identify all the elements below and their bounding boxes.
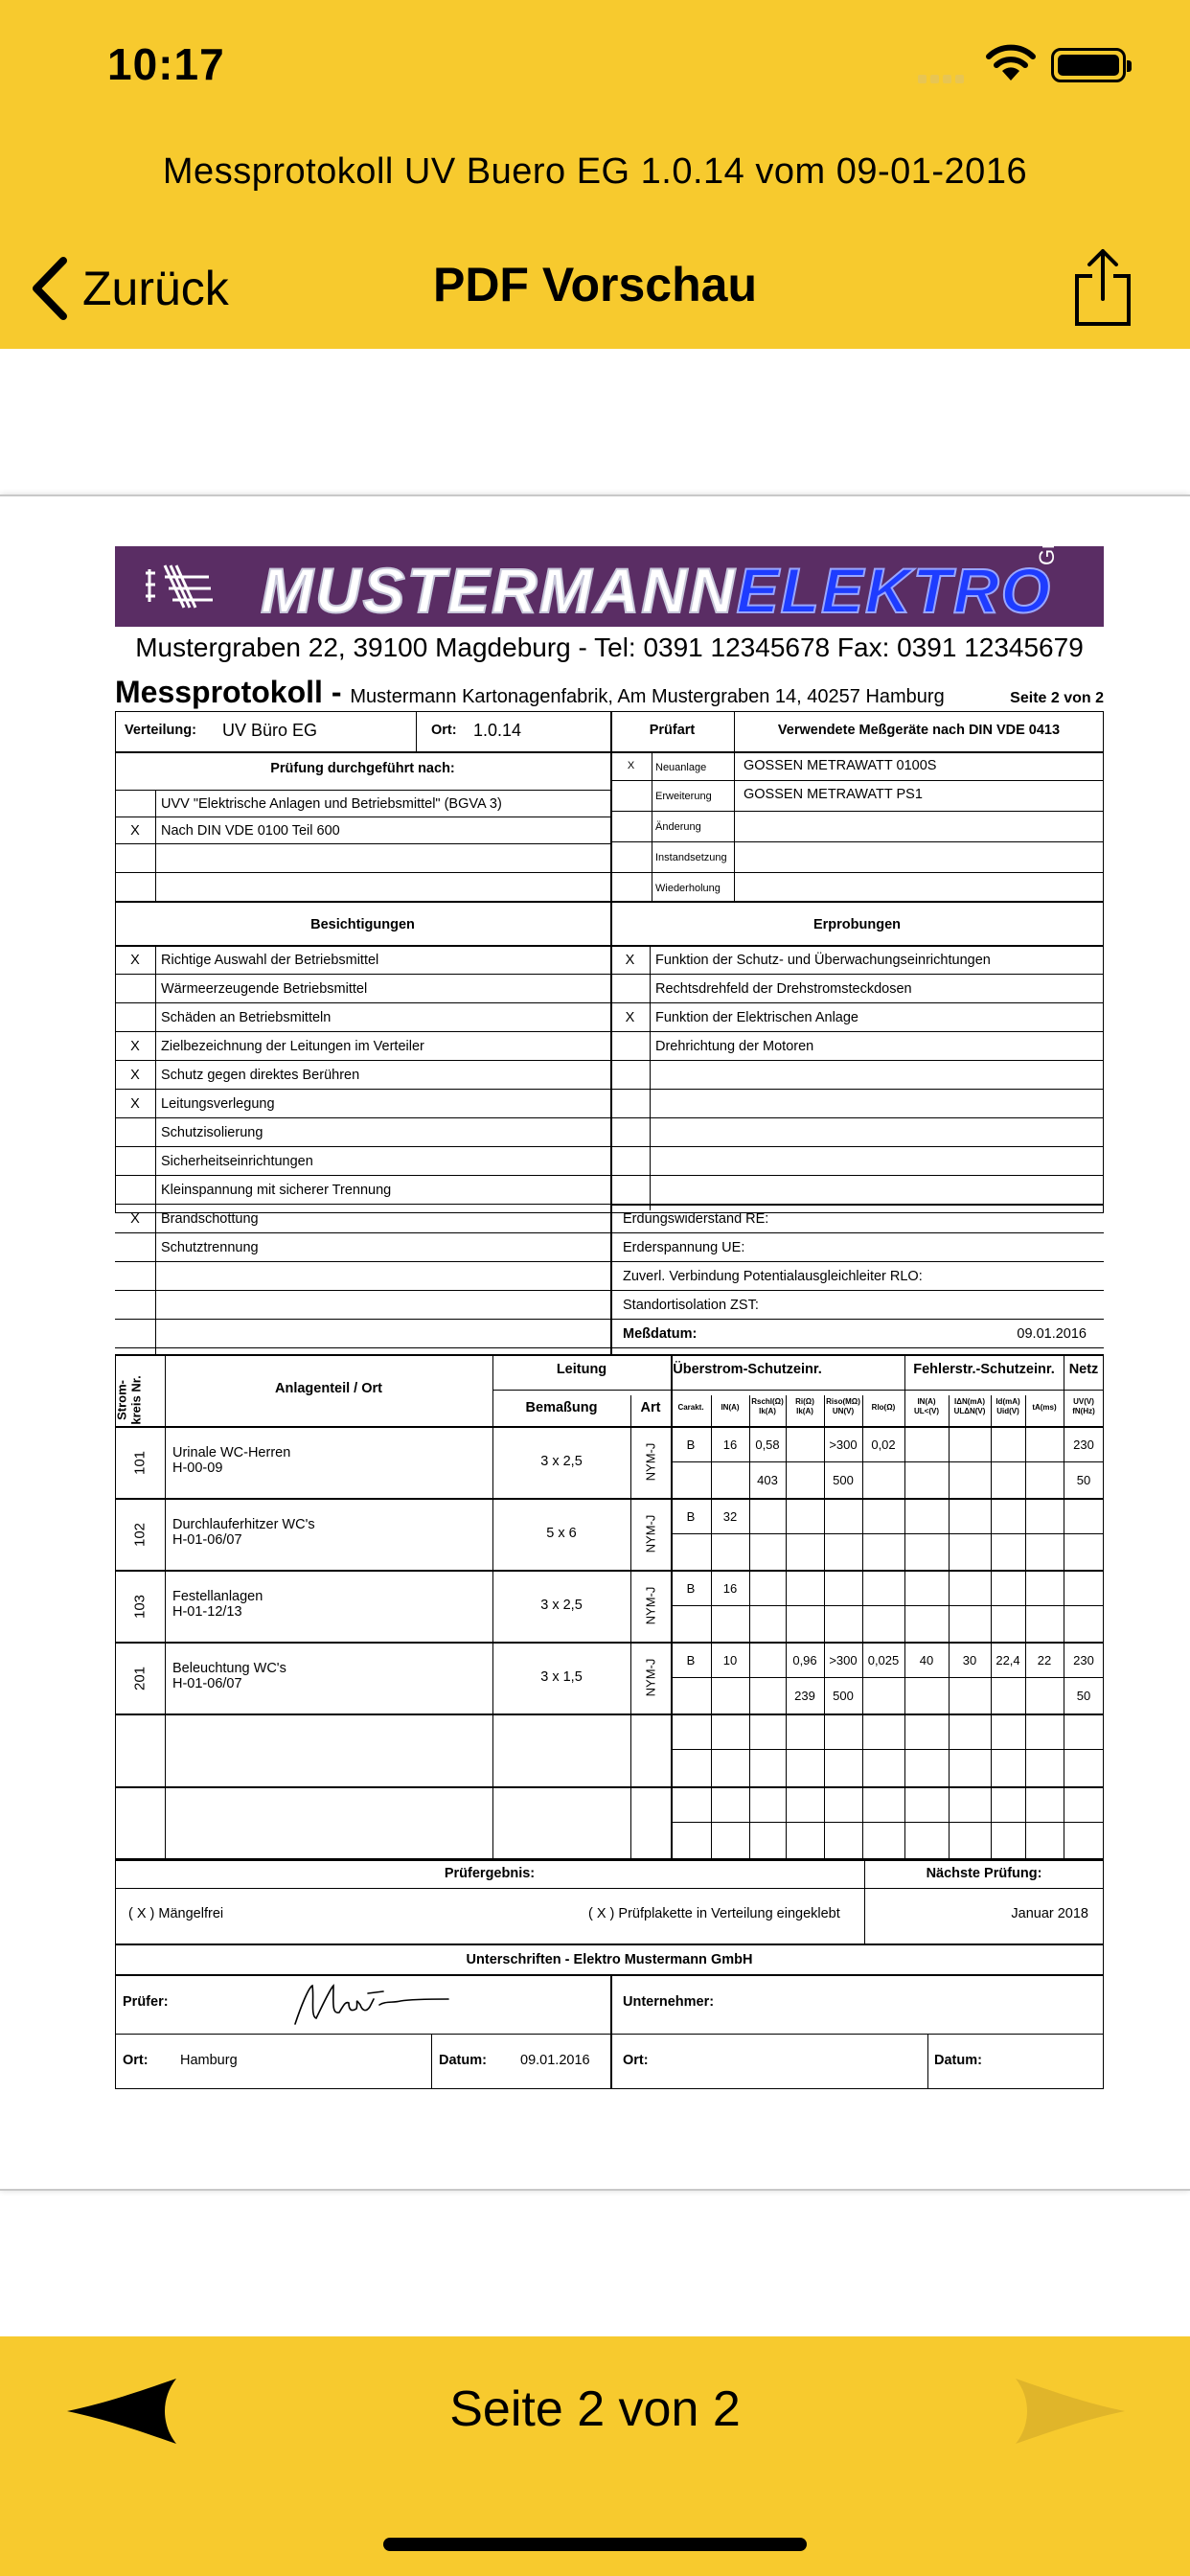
measure-value: 500 [833,1473,854,1487]
ergebnis-header: Prüfergebnis: [444,1866,536,1881]
rule-line [610,841,1104,842]
erprobungen-header: Erprobungen [812,917,902,932]
rule-line [610,1089,1104,1090]
measure-value: 500 [833,1689,854,1703]
rule-line [115,1060,610,1061]
ueberstrom-header: Überstrom-Schutzeinr. [673,1362,822,1377]
ergebnis-pruefplakette: ( X ) Prüfplakette in Verteilung eingeklebt [588,1906,840,1921]
besichtigung-mark: X [130,1039,140,1054]
art-header: Art [640,1400,661,1415]
company-logo-icon [142,560,218,618]
measure-subheader: Ik(A) [796,1407,813,1415]
measure-subheader: Ik(A) [759,1407,776,1415]
circuit-location: H-00-09 [172,1460,223,1476]
erprobung-item: Rechtsdrehfeld der Drehstromsteckdosen [655,981,912,997]
share-button[interactable] [1071,247,1134,333]
measure-value: 230 [1073,1653,1094,1668]
erdung-item: Erderspannung UE: [623,1240,745,1255]
pruefart-header: Prüfart [649,723,696,738]
form-bottom-frame [115,1859,1104,2089]
circuit-art: NYM-J [643,1442,658,1482]
protocol-page-label: Seite 2 von 2 [1010,690,1104,706]
erdung-item: Standortisolation ZST: [623,1298,759,1313]
rule-line [115,1232,610,1233]
pruefart-item: Wiederholung [655,883,721,894]
leitung-header: Leitung [556,1362,607,1377]
protocol-title-text: Messprotokoll - [115,675,342,709]
measure-value: B [686,1581,696,1596]
battery-icon [1051,48,1126,82]
pruefung-header: Prüfung durchgeführt nach: [270,761,455,776]
ort-value: 1.0.14 [473,721,522,740]
rule-line [115,945,1104,947]
back-label: Zurück [82,262,229,315]
pruefart-item: Instandsetzung [655,852,727,863]
measure-value: 32 [722,1509,738,1524]
rule-line [610,1031,1104,1032]
measure-value: 22 [1037,1653,1052,1668]
rule-line [115,751,1104,753]
rule-line [610,1319,1104,1320]
erprobung-item: Funktion der Elektrischen Anlage [655,1010,858,1025]
besichtigung-item: Leitungsverlegung [161,1096,275,1112]
measure-subheader: Id(mA) [995,1397,1020,1406]
besichtigung-item: Schutz gegen direktes Berühren [161,1068,360,1083]
sig-datum2-label: Datum: [934,2053,982,2068]
measure-subheader: Riso(MΩ) [826,1397,860,1406]
measure-subheader: UV(V) [1073,1397,1094,1406]
stromkreis-header-2: kreis Nr. [128,1375,144,1425]
circuit-location: H-01-12/13 [172,1604,242,1620]
pruefung-item: UVV "Elektrische Anlagen und Betriebsmittel" (BGVA 3) [161,796,502,812]
rule-line [115,1089,610,1090]
measure-value: 10 [722,1653,738,1668]
measure-value: 50 [1076,1689,1091,1703]
rule-line [610,1204,1104,1206]
rule-line [610,901,612,1354]
measure-value: 403 [757,1473,778,1487]
measure-value: 230 [1073,1438,1094,1452]
besichtigung-item: Zielbezeichnung der Leitungen im Verteiler [161,1039,424,1054]
rule-line [115,1002,610,1003]
measure-value: 239 [794,1689,815,1703]
home-indicator-area [0,2482,1190,2576]
company-address: Mustergraben 22, 39100 Magdeburg - Tel: 0391 12345678 Fax: 0391 12345679 [135,632,1084,662]
circuit-number: 103 [131,1594,149,1620]
protocol-title [115,675,945,710]
measure-subheader: Rlo(Ω) [871,1403,896,1412]
rule-line [115,790,610,791]
fehlerstrom-header: Fehlerstr.-Schutzeinr. [913,1362,1055,1377]
rule-line [610,1290,1104,1291]
rule-line [610,872,1104,873]
rule-line [610,1261,1104,1262]
besichtigung-item: Brandschottung [161,1211,259,1227]
rule-line [416,711,417,751]
erdung-item: Zuverl. Verbindung Potentialausgleichleiter RLO: [623,1269,923,1284]
rule-line [610,1002,1104,1003]
page-indicator: Seite 2 von 2 [449,2381,741,2437]
pruefung-item: Nach DIN VDE 0100 Teil 600 [161,823,340,839]
rule-line [115,1031,610,1032]
measure-subheader: IN(A) [721,1403,740,1412]
rule-line [610,974,1104,975]
measure-value: 40 [919,1653,934,1668]
protocol-subtitle: Mustermann Kartonagenfabrik, Am Mustergraben 14, 40257 Hamburg [350,686,945,707]
circuit-number: 101 [131,1450,149,1476]
rule-line [115,901,1104,903]
measure-subheader: Rschl(Ω) [751,1397,784,1406]
rule-line [610,1060,1104,1061]
pruefung-mark: X [130,823,140,839]
anlagenteil-header: Anlagenteil / Ort [275,1381,382,1396]
share-icon [1071,247,1134,328]
messgeraet: GOSSEN METRAWATT PS1 [744,787,923,802]
besichtigung-item: Richtige Auswahl der Betriebsmittel [161,953,379,968]
measure-subheader: Uid(V) [996,1407,1019,1415]
pruefer-label: Prüfer: [123,1994,169,2010]
measure-subheader: IN(A) [917,1397,936,1406]
besichtigung-item: Sicherheitseinrichtungen [161,1154,313,1169]
circuit-location: H-01-06/07 [172,1532,242,1548]
besichtigung-item: Wärmeerzeugende Betriebsmittel [161,981,368,997]
unterschriften-header: Unterschriften - Elektro Mustermann GmbH [466,1952,753,1967]
circuit-bemassung: 3 x 1,5 [540,1669,583,1685]
circuit-name: Beleuchtung WC's [172,1661,286,1676]
rule-line [115,1204,610,1205]
arrow-right-icon [1012,2375,1127,2448]
besichtigung-mark: X [130,1068,140,1083]
measure-value: 16 [722,1438,738,1452]
circuit-bemassung: 3 x 2,5 [540,1598,583,1613]
circuit-name: Urinale WC-Herren [172,1445,291,1460]
measure-subheader: UL<(V) [914,1407,939,1415]
rule-line [155,945,156,1354]
besichtigung-mark: X [130,953,140,968]
messdatum-value: 09.01.2016 [1017,1326,1087,1342]
rule-line [610,1175,1104,1176]
sig-datum-label: Datum: [439,2053,487,2068]
signature [287,1978,450,2035]
status-time: 10:17 [107,39,225,89]
erprobung-item: Drehrichtung der Motoren [655,1039,814,1054]
measure-value: B [686,1653,696,1668]
sig-datum-value: 09.01.2016 [520,2053,590,2068]
bemassung-header: Bemaßung [525,1400,598,1415]
rule-line [610,1146,1104,1147]
circuit-name: Festellanlagen [172,1589,263,1604]
rule-line [115,816,610,817]
circuit-art: NYM-J [643,1586,658,1625]
verteilung-label: Verteilung: [125,723,196,738]
next-page-button[interactable] [1012,2375,1127,2452]
measure-value: 50 [1076,1473,1091,1487]
besichtigung-item: Schäden an Betriebsmitteln [161,1010,332,1025]
verteilung-value: UV Büro EG [222,721,318,740]
measure-value: >300 [829,1653,858,1668]
ort-label: Ort: [431,723,457,738]
sig-ort-value: Hamburg [180,2053,238,2068]
geraete-header: Verwendete Meßgeräte nach DIN VDE 0413 [777,723,1061,738]
besichtigung-item: Kleinspannung mit sicherer Trennung [161,1183,392,1198]
naechste-value: Januar 2018 [1011,1906,1088,1921]
rule-line [650,945,651,1210]
rule-line [115,1347,610,1348]
measure-value: >300 [829,1438,858,1452]
form-table-frame [115,1354,1104,1859]
erdung-item: Erdungswiderstand RE: [623,1211,769,1227]
circuit-number: 201 [131,1666,149,1691]
netz-header: Netz [1068,1362,1099,1377]
banner-gmbh: GmbH [1035,504,1059,565]
rule-line [115,1175,610,1176]
measure-value: 30 [962,1653,977,1668]
measure-subheader: ULΔN(V) [953,1407,986,1415]
measure-subheader: tA(ms) [1032,1403,1057,1412]
wifi-icon [985,44,1037,87]
rule-line [115,1117,610,1118]
rule-line [115,843,610,844]
pruefart-item: Erweiterung [655,791,712,802]
rule-line [115,1146,610,1147]
erprobung-mark: X [625,953,635,968]
erprobung-item: Funktion der Schutz- und Überwachungseinrichtungen [655,953,991,968]
rule-line [115,872,610,873]
pruefart-item: Neuanlage [655,762,707,773]
circuit-bemassung: 5 x 6 [546,1526,577,1541]
stromkreis-header-1: Strom- [114,1379,129,1420]
besichtigung-item: Schutztrennung [161,1240,259,1255]
measure-subheader: UN(V) [832,1407,855,1415]
measure-value: 22,4 [995,1653,1020,1668]
naechste-header: Nächste Prüfung: [926,1866,1042,1881]
besichtigung-item: Schutzisolierung [161,1125,263,1140]
measure-value: 0,025 [867,1653,900,1668]
sig-ort-label: Ort: [123,2053,149,2068]
pruefart-mark: X [627,760,635,771]
cellular-signal-icon [918,71,970,82]
banner-name-blue: ELEKTRO [736,555,1052,626]
unternehmer-label: Unternehmer: [623,1994,715,2010]
measure-value: 0,02 [871,1438,896,1452]
measure-subheader: Carakt. [677,1403,704,1412]
nav-title: PDF Vorschau [432,258,758,311]
messgeraet: GOSSEN METRAWATT 0100S [744,758,937,773]
measure-value: 16 [722,1581,738,1596]
document-title: Messprotokoll UV Buero EG 1.0.14 vom 09-01-2016 [162,151,1028,192]
banner-name-white: MUSTERMANN [261,555,737,626]
circuit-location: H-01-06/07 [172,1676,242,1691]
home-indicator[interactable] [383,2538,807,2551]
sig-ort2-label: Ort: [623,2053,649,2068]
circuit-art: NYM-J [643,1658,658,1697]
rule-line [115,1290,610,1291]
pruefart-item: Änderung [655,821,701,833]
besichtigungen-header: Besichtigungen [310,917,415,932]
circuit-bemassung: 3 x 2,5 [540,1454,583,1469]
rule-line [610,1117,1104,1118]
rule-line [115,1319,610,1320]
circuit-art: NYM-J [643,1514,658,1553]
circuit-number: 102 [131,1522,149,1548]
rule-line [610,1347,1104,1348]
rule-line [155,790,156,901]
rule-line [115,974,610,975]
besichtigung-mark: X [130,1096,140,1112]
measure-subheader: fN(Hz) [1072,1407,1095,1415]
rule-line [115,1261,610,1262]
messdatum-label: Meßdatum: [623,1326,698,1342]
measure-value: B [686,1509,696,1524]
rule-line [610,780,1104,781]
besichtigung-mark: X [130,1211,140,1227]
rule-line [610,1232,1104,1233]
circuit-name: Durchlauferhitzer WC's [172,1517,315,1532]
measure-value: 0,58 [755,1438,780,1452]
erprobung-mark: X [625,1010,635,1025]
measure-subheader: IΔN(mA) [954,1397,985,1406]
measure-value: B [686,1438,696,1452]
measure-subheader: Ri(Ω) [795,1397,814,1406]
measure-value: 0,96 [792,1653,817,1668]
ergebnis-maengelfrei: ( X ) Mängelfrei [128,1906,224,1921]
rule-line [610,811,1104,812]
